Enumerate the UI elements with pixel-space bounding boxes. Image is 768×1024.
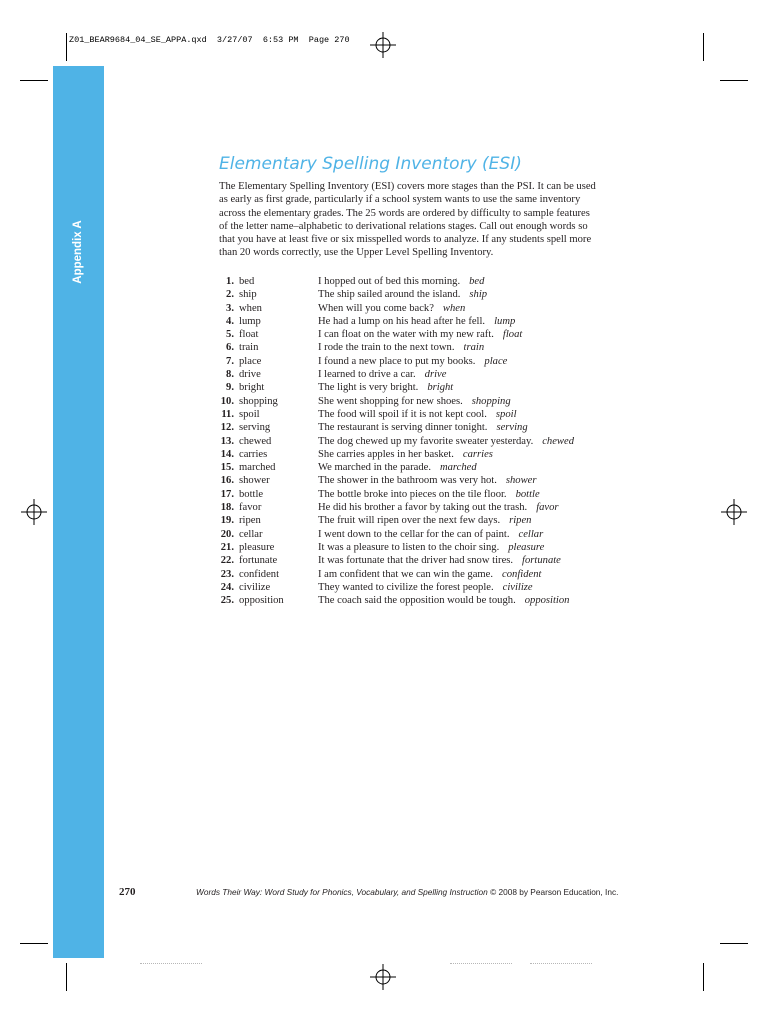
sentence-text: I found a new place to put my books. <box>318 355 476 367</box>
spelling-word: serving <box>239 422 271 434</box>
item-number: 13. <box>220 435 234 447</box>
spelling-word: civilize <box>239 581 271 593</box>
repeated-word: train <box>463 342 485 354</box>
sentence-text: The fruit will ripen over the next few days. <box>318 515 501 527</box>
repeated-word: bed <box>469 276 485 287</box>
spelling-word: lump <box>239 315 261 327</box>
repeated-word: when <box>442 302 466 314</box>
item-number: 1. <box>226 276 234 287</box>
item-number: 6. <box>226 342 234 354</box>
word-list-item <box>210 328 640 341</box>
book-title: Words Their Way: Word Study for Phonics, Vocabulary, and Spelling Instruction <box>196 887 488 897</box>
item-number: 4. <box>226 315 234 327</box>
item-number: 15. <box>220 462 234 474</box>
word-list-item <box>210 594 640 607</box>
word-list-item <box>210 288 640 301</box>
example-sentence <box>318 461 477 474</box>
bottom-slug <box>140 963 202 967</box>
sentence-text: The shower in the bathroom was very hot. <box>318 475 497 487</box>
crop-mark <box>66 33 67 61</box>
word-list-item <box>210 408 640 421</box>
appendix-sidebar <box>53 66 104 958</box>
repeated-word: fortunate <box>522 555 561 567</box>
example-sentence <box>318 474 536 487</box>
word-list-item <box>210 501 640 514</box>
spelling-word: float <box>239 329 259 341</box>
example-sentence <box>318 381 453 394</box>
item-number: 23. <box>220 568 234 580</box>
crop-mark <box>720 80 748 81</box>
item-number: 3. <box>226 302 234 314</box>
item-number: 8. <box>226 369 234 381</box>
example-sentence <box>318 355 507 368</box>
item-number: 11. <box>221 408 234 420</box>
repeated-word: civilize <box>502 581 533 593</box>
spelling-word: place <box>239 355 262 367</box>
page-title: Elementary Spelling Inventory (ESI) <box>219 154 522 174</box>
example-sentence <box>318 302 465 315</box>
spelling-word: fortunate <box>239 555 278 567</box>
word-list-item <box>210 461 640 474</box>
page-number: 270 <box>119 886 136 898</box>
item-number: 7. <box>226 355 234 367</box>
sentence-text: The coach said the opposition would be tough. <box>318 595 516 607</box>
spelling-word: bright <box>239 382 265 394</box>
repeated-word: marched <box>439 462 477 474</box>
word-list-item <box>210 381 640 394</box>
repeated-word: ripen <box>509 515 532 527</box>
copyright: © 2008 by Pearson Education, Inc. <box>490 887 619 897</box>
spelling-word: ship <box>239 289 257 301</box>
word-list-item <box>210 568 640 581</box>
bottom-slug <box>530 963 592 967</box>
sentence-text: The dog chewed up my favorite sweater yesterday. <box>318 435 534 447</box>
sentence-text: The food will spoil if it is not kept cool. <box>318 408 487 420</box>
registration-mark-icon <box>21 499 47 525</box>
intro-line: that you have at least five or six misspelled words to analyze. If any students spell more <box>219 234 592 246</box>
item-number: 24. <box>220 581 234 593</box>
repeated-word: confident <box>502 568 542 580</box>
example-sentence <box>318 421 528 434</box>
sentence-text: The bottle broke into pieces on the tile floor. <box>318 488 507 500</box>
item-number: 21. <box>220 541 234 553</box>
repeated-word: pleasure <box>508 541 545 553</box>
example-sentence <box>318 328 522 341</box>
example-sentence <box>318 581 533 594</box>
word-list-item <box>210 448 640 461</box>
sentence-text: We marched in the parade. <box>318 462 431 474</box>
word-list-item <box>210 474 640 487</box>
example-sentence <box>318 435 574 448</box>
word-list-item <box>210 395 640 408</box>
spelling-word: train <box>239 342 259 354</box>
word-list-item <box>210 528 640 541</box>
spelling-word: when <box>239 302 262 314</box>
intro-line: The Elementary Spelling Inventory (ESI) covers more stages than the PSI. It can be used <box>219 181 596 192</box>
sentence-text: He had a lump on his head after he fell. <box>318 315 486 327</box>
sentence-text: He did his brother a favor by taking out the trash. <box>318 502 528 514</box>
sentence-text: I can float on the water with my new raft. <box>318 329 494 341</box>
example-sentence <box>318 541 544 554</box>
sentence-text: It was a pleasure to listen to the choir sing. <box>318 541 500 553</box>
spelling-word: marched <box>239 462 276 474</box>
repeated-word: serving <box>496 422 528 434</box>
item-number: 17. <box>220 488 234 500</box>
example-sentence <box>318 594 569 607</box>
spelling-word: bottle <box>239 488 264 500</box>
item-number: 2. <box>226 289 234 301</box>
sentence-text: It was fortunate that the driver had snow tires. <box>318 555 514 567</box>
spelling-word: pleasure <box>239 541 275 553</box>
intro-line: than 20 words correctly, use the Upper Level Spelling Inventory. <box>219 247 494 259</box>
intro-line: as early as first grade, particularly if a school system wants to use the same inventory <box>219 194 581 206</box>
item-number: 16. <box>220 475 234 487</box>
repeated-word: ship <box>469 289 488 301</box>
spelling-word: favor <box>239 502 262 514</box>
sentence-text: The light is very bright. <box>318 382 419 394</box>
repeated-word: cellar <box>518 528 544 540</box>
repeated-word: bright <box>427 382 454 394</box>
spelling-word: drive <box>239 369 261 381</box>
item-number: 25. <box>220 595 234 607</box>
registration-mark-icon <box>370 32 396 58</box>
sentence-text: When will you come back? <box>318 302 434 314</box>
repeated-word: shower <box>505 475 537 487</box>
sentence-text: She went shopping for new shoes. <box>318 395 463 407</box>
repeated-word: shopping <box>471 395 511 407</box>
sentence-text: I went down to the cellar for the can of paint. <box>318 528 510 540</box>
word-list <box>210 275 640 607</box>
sentence-text: I am confident that we can win the game. <box>318 568 494 580</box>
word-list-item <box>210 315 640 328</box>
repeated-word: carries <box>462 448 493 460</box>
item-number: 22. <box>220 555 234 567</box>
word-list-item <box>210 368 640 381</box>
spelling-word: cellar <box>239 528 263 540</box>
intro-line: across the elementary grades. The 25 words are ordered by difficulty to sample features <box>219 207 590 219</box>
repeated-word: opposition <box>524 595 570 607</box>
spelling-word: spoil <box>239 408 260 420</box>
spelling-word: bed <box>239 276 255 287</box>
crop-mark <box>703 963 704 991</box>
spelling-word: ripen <box>239 515 261 527</box>
item-number: 5. <box>226 329 234 341</box>
sentence-text: I learned to drive a car. <box>318 369 416 381</box>
print-slug: Z01_BEAR9684_04_SE_APPA.qxd 3/27/07 6:53 PM Page 270 <box>69 35 350 45</box>
sentence-text: The restaurant is serving dinner tonight. <box>318 422 488 434</box>
crop-mark <box>66 963 67 991</box>
example-sentence <box>318 341 484 354</box>
repeated-word: chewed <box>542 435 575 447</box>
crop-mark <box>703 33 704 61</box>
example-sentence <box>318 501 559 514</box>
word-list-item <box>210 514 640 527</box>
example-sentence <box>318 275 484 288</box>
crop-mark <box>20 943 48 944</box>
example-sentence <box>318 514 531 527</box>
word-list-item <box>210 355 640 368</box>
example-sentence <box>318 368 446 381</box>
word-list-item <box>210 341 640 354</box>
word-list-item <box>210 421 640 434</box>
word-list-item <box>210 488 640 501</box>
repeated-word: bottle <box>515 488 540 500</box>
example-sentence <box>318 528 543 541</box>
registration-mark-icon <box>370 964 396 990</box>
example-sentence <box>318 568 541 581</box>
repeated-word: spoil <box>495 408 517 420</box>
spelling-word: carries <box>239 448 268 460</box>
word-list-item <box>210 541 640 554</box>
bottom-slug <box>450 963 512 967</box>
intro-line: of the letter name–alphabetic to derivational relations stages. Call out enough words so <box>219 220 588 232</box>
item-number: 14. <box>220 448 234 460</box>
sentence-text: I hopped out of bed this morning. <box>318 276 461 287</box>
example-sentence <box>318 554 561 567</box>
spelling-word: shopping <box>239 395 278 407</box>
spelling-word: opposition <box>239 595 284 607</box>
word-list-item <box>210 581 640 594</box>
spelling-word: confident <box>239 568 280 580</box>
example-sentence <box>318 488 540 501</box>
repeated-word: lump <box>494 315 516 327</box>
example-sentence <box>318 408 517 421</box>
item-number: 19. <box>220 515 234 527</box>
example-sentence <box>318 288 487 301</box>
sentence-text: I rode the train to the next town. <box>318 342 455 354</box>
item-number: 9. <box>226 382 234 394</box>
sidebar-label: Appendix A <box>72 220 84 284</box>
footer-credit <box>196 887 618 897</box>
crop-mark <box>720 943 748 944</box>
sentence-text: She carries apples in her basket. <box>318 448 454 460</box>
word-list-item <box>210 302 640 315</box>
item-number: 18. <box>220 502 234 514</box>
registration-mark-icon <box>721 499 747 525</box>
intro-paragraph <box>219 180 634 260</box>
repeated-word: drive <box>424 369 447 381</box>
sentence-text: The ship sailed around the island. <box>318 289 461 301</box>
repeated-word: favor <box>536 502 559 514</box>
repeated-word: float <box>502 329 523 341</box>
repeated-word: place <box>484 355 508 367</box>
example-sentence <box>318 315 515 328</box>
example-sentence <box>318 395 511 408</box>
spelling-word: shower <box>239 475 270 487</box>
spelling-word: chewed <box>239 435 272 447</box>
word-list-item <box>210 435 640 448</box>
item-number: 12. <box>220 422 234 434</box>
word-list-item <box>210 554 640 567</box>
example-sentence <box>318 448 493 461</box>
word-list-item <box>210 275 640 288</box>
item-number: 20. <box>220 528 234 540</box>
crop-mark <box>20 80 48 81</box>
sentence-text: They wanted to civilize the forest people. <box>318 581 494 593</box>
item-number: 10. <box>220 395 234 407</box>
